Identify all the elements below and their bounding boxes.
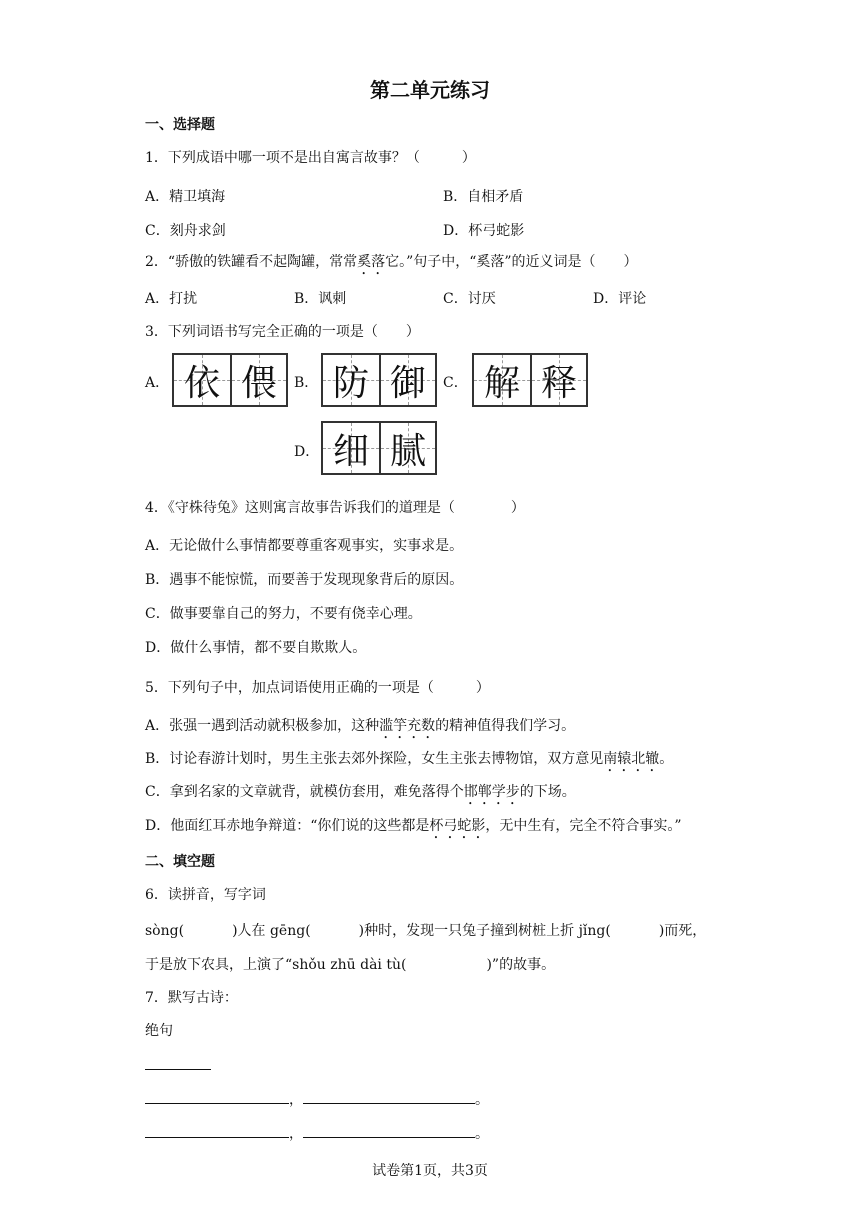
dotted-idiom: 邯郸学步 bbox=[463, 784, 520, 800]
poem-author-blank[interactable] bbox=[145, 1055, 211, 1074]
question-2-stem bbox=[145, 251, 638, 278]
question-3-option-c-grid bbox=[472, 353, 588, 407]
question-3-stem: 3．下列词语书写完全正确的一项是（ ） bbox=[145, 324, 420, 340]
question-4-option-d: D．做什么事情，都不要自欺欺人。 bbox=[145, 640, 367, 656]
question-1-option-b: B．自相矛盾 bbox=[443, 189, 524, 205]
poem-blank[interactable] bbox=[145, 1089, 289, 1104]
question-1-option-d: D．杯弓蛇影 bbox=[443, 223, 525, 239]
question-4-stem: 4．《守株待兔》这则寓言故事告诉我们的道理是（ ） bbox=[145, 500, 525, 516]
question-3-option-a-grid bbox=[172, 353, 288, 407]
character-cell: 细 bbox=[323, 423, 379, 473]
character-cell: 偎 bbox=[230, 355, 286, 405]
question-6-line-1: sòng( )人在 gēng( )种时，发现一只兔子撞到树桩上折 jǐng( )而死， bbox=[145, 923, 707, 939]
question-2-option-a: A．打扰 bbox=[145, 291, 198, 307]
question-3-option-b-label: B． bbox=[294, 375, 319, 391]
character-cell: 依 bbox=[174, 355, 230, 405]
page-footer: 试卷第1页，共3页 bbox=[372, 1163, 488, 1179]
question-5-option-a: A．张强一遇到活动就积极参加，这种滥竽充数的精神值得我们学习。 bbox=[145, 718, 576, 734]
page-title: 第二单元练习 bbox=[370, 78, 490, 102]
question-6-stem: 6．读拼音，写字词 bbox=[145, 887, 266, 903]
question-2-option-c: C．讨厌 bbox=[443, 291, 496, 307]
question-1-option-a: A．精卫填海 bbox=[145, 189, 226, 205]
question-1-stem: 1．下列成语中哪一项不是出自寓言故事？（ ） bbox=[145, 150, 476, 166]
question-5-option-d: D．他面红耳赤地争辩道：“你们说的这些都是杯弓蛇影，无中生有，完全不符合事实。” bbox=[145, 818, 682, 834]
question-3-option-c-label: C． bbox=[443, 375, 468, 391]
poem-line-1: ， 。 bbox=[145, 1089, 489, 1109]
question-5-option-c: C．拿到名家的文章就背，就模仿套用，难免落得个邯郸学步的下场。 bbox=[145, 784, 576, 800]
character-cell: 御 bbox=[379, 355, 435, 405]
question-5-stem: 5．下列句子中，加点词语使用正确的一项是（ ） bbox=[145, 680, 490, 696]
character-cell: 释 bbox=[530, 355, 586, 405]
question-2-stem-after: 它。”句子中，“奚落”的近义词是（ ） bbox=[385, 254, 638, 270]
poem-title: 绝句 bbox=[145, 1023, 173, 1039]
poem-blank[interactable] bbox=[303, 1089, 475, 1104]
question-2-option-b: B．讽刺 bbox=[294, 291, 347, 307]
poem-line-2: ， 。 bbox=[145, 1123, 489, 1143]
question-3-option-b-grid bbox=[321, 353, 437, 407]
question-2-dotted-word: 奚落 bbox=[357, 254, 386, 270]
question-1-option-c: C．刻舟求剑 bbox=[145, 223, 226, 239]
dotted-idiom: 滥竽充数 bbox=[379, 718, 436, 734]
question-2-option-d: D．评论 bbox=[593, 291, 647, 307]
question-4-option-a: A．无论做什么事情都要尊重客观事实，实事求是。 bbox=[145, 538, 464, 554]
poem-blank[interactable] bbox=[145, 1123, 289, 1138]
question-3-option-d-label: D． bbox=[294, 444, 320, 460]
question-7-stem: 7．默写古诗： bbox=[145, 990, 238, 1006]
poem-blank[interactable] bbox=[303, 1123, 475, 1138]
question-4-option-c: C．做事要靠自己的努力，不要有侥幸心理。 bbox=[145, 606, 422, 622]
question-4-option-b: B．遇事不能惊慌，而要善于发现现象背后的原因。 bbox=[145, 572, 464, 588]
character-cell: 腻 bbox=[379, 423, 435, 473]
question-6-line-2: 于是放下农具，上演了“shǒu zhū dài tù( )”的故事。 bbox=[145, 957, 556, 973]
section-choice-heading: 一、选择题 bbox=[145, 117, 215, 133]
question-3-option-a-label: A． bbox=[145, 375, 170, 391]
character-cell: 解 bbox=[474, 355, 530, 405]
character-cell: 防 bbox=[323, 355, 379, 405]
question-5-option-b: B．讨论春游计划时，男生主张去郊外探险，女生主张去博物馆，双方意见南辕北辙。 bbox=[145, 751, 674, 767]
section-fill-heading: 二、填空题 bbox=[145, 854, 215, 870]
question-2-stem-before: 2．“骄傲的铁罐看不起陶罐，常常 bbox=[145, 254, 358, 270]
dotted-idiom: 杯弓蛇影 bbox=[429, 818, 486, 834]
question-3-option-d-grid bbox=[321, 421, 437, 475]
dotted-idiom: 南辕北辙 bbox=[603, 751, 660, 767]
